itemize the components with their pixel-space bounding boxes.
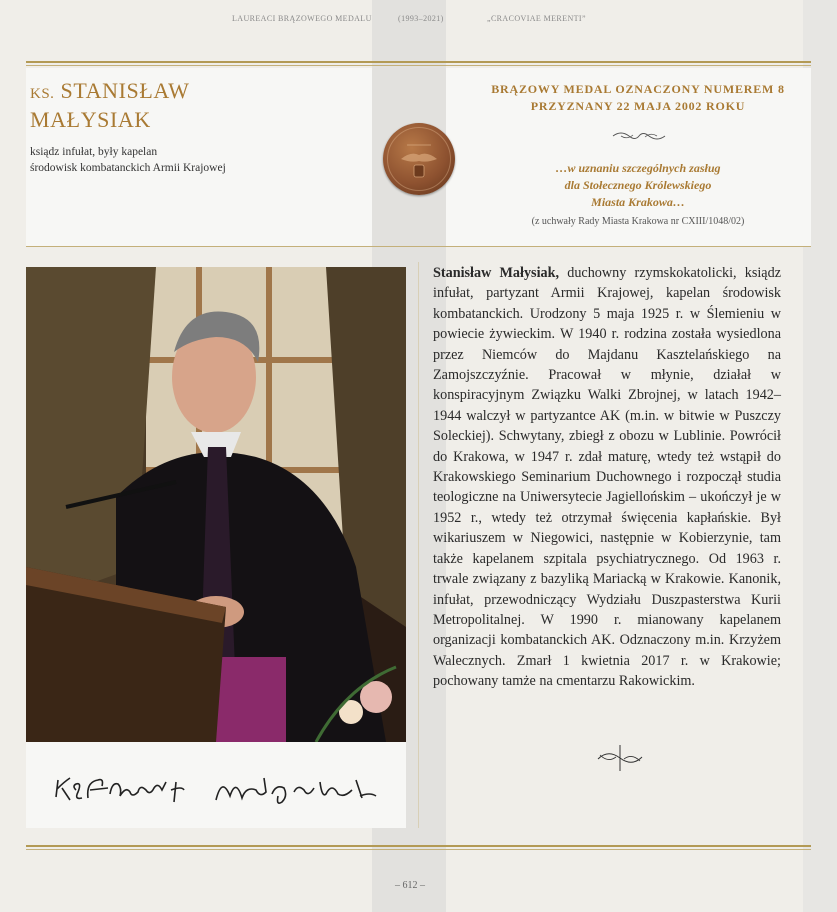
person-name [30, 78, 190, 133]
section-divider [26, 246, 811, 247]
signature-area [26, 742, 406, 828]
quote-line-2: dla Stołecznego Królewskiego [564, 178, 712, 192]
role-line-1: ksiądz infułat, były kapelan [30, 146, 158, 158]
award-quote [455, 160, 821, 211]
name-prefix: KS. [30, 86, 55, 102]
page-number: – 612 – [395, 880, 425, 891]
running-header-left: LAUREACI BRĄZOWEGO MEDALU [232, 14, 372, 23]
header-divider-thin [26, 65, 811, 66]
first-name: STANISŁAW [60, 78, 190, 103]
portrait-photo [26, 267, 406, 742]
biography-name: Stanisław Małysiak, [433, 265, 560, 281]
last-name: MAŁYSIAK [30, 107, 151, 132]
medal-emblem-icon [383, 123, 455, 195]
award-title-line-1: BRĄZOWY MEDAL OZNACZONY NUMEREM 8 [491, 82, 785, 96]
section-end-ornament-icon [594, 743, 646, 773]
header-divider [26, 61, 811, 63]
resolution-source: (z uchwały Rady Miasta Krakowa nr CXIII/1048/02) [531, 216, 745, 227]
biography-text [433, 263, 781, 692]
footer-divider-thin [26, 849, 811, 850]
quote-line-1: …w uznaniu szczególnych zasług [555, 161, 721, 175]
column-divider [418, 262, 419, 828]
quote-line-3: Miasta Krakowa… [591, 195, 685, 209]
bronze-medal-image [383, 123, 455, 195]
flourish-ornament-icon [611, 128, 667, 144]
role-line-2: środowisk kombatanckich Armii Krajowej [30, 162, 226, 174]
biography-body: duchowny rzymskokatolicki, ksiądz infułat, partyzant Armii Krajowej, kapelan środowisk kombatanckich. Urodzony 5 maja 1925 r. w Ślemieniu w powiecie żywieckim. W 1940 r. rodzina została wysiedlona przez Niemców do Majdanu Kasztelańskiego na Zamojszczyźnie. Pracował w młynie, działał w konspiracyjnym Związku Walki Zbrojnej, w latach 1942–1944 walczył w partyzantce AK (m.in. w bitwie w Puszczy Soleckiej). Schwytany, zbiegł z obozu w Lublinie. Powrócił do Krakowa, w 1947 r. zdał maturę, wtedy też wstąpił do Krakowskiego Seminarium Duchownego i rozpoczął studia teologiczne na Uniwersytecie Jagiellońskim – ukończył je w 1952 r., wtedy też otrzymał święcenia kapłańskie. Był wikariuszem w Niegowici, następnie w Kobierzynie, tam także kapelanem szpitala psychiatrycznego. Od 1963 r. trwale związany z bazyliką Mariacką w Krakowie. Kanonik, infułat, przewodniczący Wydziału Duszpasterstwa Kurii Metropolitalnej. W 1990 r. mianowany kapelanem organizacji kombatanckich AK. Odznaczony m.in. Krzyżem Walecznych. Zmarł 1 kwietnia 2017 r. w Krakowie; pochowany tamże na cmentarzu Rakowickim. [433, 265, 781, 690]
portrait-photo-illustration [26, 267, 406, 742]
footer-divider [26, 845, 811, 847]
running-header-right: „CRACOVIAE MERENTI” [487, 14, 586, 23]
award-title-line-2: PRZYZNANY 22 MAJA 2002 ROKU [530, 99, 746, 113]
award-title [455, 81, 821, 115]
running-header-center: (1993–2021) [398, 14, 444, 23]
person-role [30, 144, 360, 176]
handwritten-signature [26, 742, 406, 828]
